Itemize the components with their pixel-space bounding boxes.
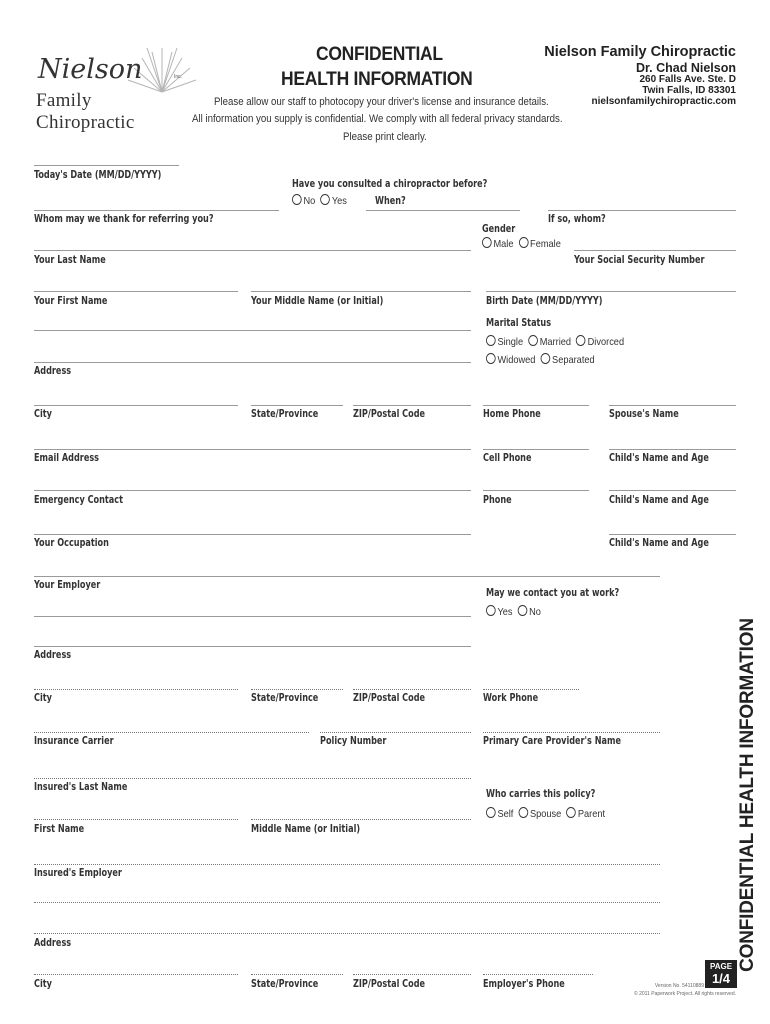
contact-work-no-label: No [529, 606, 541, 618]
clinic-name: Nielson Family Chiropractic [544, 44, 736, 60]
first-name-line[interactable] [34, 291, 238, 292]
city-label: City [34, 408, 52, 420]
work-phone-label: Work Phone [483, 692, 539, 704]
separated-label: Separated [552, 354, 595, 366]
phone-line[interactable] [483, 490, 589, 491]
marital-row-1 [486, 335, 624, 348]
page-indicator [705, 960, 737, 988]
clinic-website: nielsonfamilychiropractic.com [591, 96, 736, 107]
ins-state-label: State/Province [251, 978, 319, 990]
employer-phone-label: Employer's Phone [483, 978, 565, 990]
work-address-label: Address [34, 649, 72, 661]
last-name-line[interactable] [34, 250, 471, 251]
home-phone-label: Home Phone [483, 408, 541, 420]
city-line[interactable] [34, 405, 238, 406]
contact-work-no-radio[interactable] [518, 605, 528, 616]
policy-number-label: Policy Number [320, 735, 387, 747]
who-carries-label: Who carries this policy? [486, 788, 596, 800]
intro-line-2: All information you supply is confidential. We comply with all federal privacy standards. [192, 113, 563, 125]
parent-label: Parent [577, 808, 606, 820]
self-label: Self [497, 808, 514, 820]
zip-label: ZIP/Postal Code [353, 408, 426, 420]
consulted-no-radio[interactable] [292, 194, 302, 205]
insurance-carrier-line[interactable] [34, 732, 309, 733]
referring-label: Whom may we thank for referring you? [34, 213, 214, 225]
version-text: Version No. 54110889 [654, 983, 704, 989]
ins-address-label: Address [34, 937, 72, 949]
gender-label: Gender [482, 223, 516, 235]
contact-work-yes-radio[interactable] [486, 605, 496, 616]
work-zip-label: ZIP/Postal Code [353, 692, 426, 704]
insured-last-name-label: Insured's Last Name [34, 781, 128, 793]
cell-phone-label: Cell Phone [483, 452, 532, 464]
marital-status-label: Marital Status [486, 317, 552, 329]
occupation-label: Your Occupation [34, 537, 109, 549]
parent-radio[interactable] [566, 807, 576, 818]
spouse-label: Spouse [529, 808, 562, 820]
occupation-line[interactable] [34, 534, 471, 535]
contact-work-yes-label: Yes [497, 606, 513, 618]
intro-line-3: Please print clearly. [343, 131, 427, 143]
page-number: 1/4 [711, 971, 731, 986]
cell-line[interactable] [483, 449, 589, 450]
middle-name-line[interactable] [251, 291, 471, 292]
separated-radio[interactable] [541, 353, 551, 364]
employer-label: Your Employer [34, 579, 101, 591]
ins-first-name-label: First Name [34, 823, 85, 835]
insured-employer-line[interactable] [34, 902, 660, 903]
ins-zip-label: ZIP/Postal Code [353, 978, 426, 990]
emergency-contact-label: Emergency Contact [34, 494, 123, 506]
employer-line[interactable] [34, 616, 471, 617]
ins-zip-line[interactable] [353, 974, 471, 975]
primary-care-label: Primary Care Provider's Name [483, 735, 621, 747]
todays-date-label: Today's Date (MM/DD/YYYY) [34, 169, 162, 181]
male-radio[interactable] [482, 237, 492, 248]
ssn-label: Your Social Security Number [574, 254, 705, 266]
work-phone-line[interactable] [483, 689, 579, 690]
ssn-line[interactable] [574, 250, 736, 251]
if-so-line[interactable] [548, 210, 736, 211]
if-so-whom-label: If so, whom? [548, 213, 606, 225]
work-state-label: State/Province [251, 692, 319, 704]
side-vertical-title: CONFIDENTIAL HEALTH INFORMATION [737, 618, 758, 972]
spouse-name-label: Spouse's Name [609, 408, 679, 420]
spouse-radio[interactable] [519, 807, 529, 818]
work-address-line[interactable] [34, 646, 471, 647]
insured-last-name-line[interactable] [34, 778, 471, 779]
gender-radio-group [482, 237, 561, 250]
phone-label: Phone [483, 494, 512, 506]
consulted-radio-group [292, 194, 347, 207]
primary-care-line[interactable] [483, 732, 660, 733]
address-label: Address [34, 365, 72, 377]
consulted-question: Have you consulted a chiropractor before? [292, 178, 488, 190]
child1-line[interactable] [609, 449, 736, 450]
insurance-carrier-label: Insurance Carrier [34, 735, 114, 747]
insured-employer-label: Insured's Employer [34, 867, 122, 879]
birth-date-label: Birth Date (MM/DD/YYYY) [486, 295, 603, 307]
extra-name-line[interactable] [34, 330, 471, 331]
single-radio[interactable] [486, 335, 496, 346]
child-name-age-label-1: Child's Name and Age [609, 452, 709, 464]
logo-inc: Inc. [174, 74, 183, 80]
ins-address-line[interactable] [34, 933, 660, 934]
divorced-label: Divorced [587, 336, 625, 348]
insured-employer-top-line[interactable] [34, 864, 660, 865]
ins-first-name-line[interactable] [34, 819, 238, 820]
widowed-label: Widowed [497, 354, 536, 366]
child-name-age-label-2: Child's Name and Age [609, 494, 709, 506]
title-health-information: HEALTH INFORMATION [281, 69, 473, 90]
contact-work-label: May we contact you at work? [486, 587, 620, 599]
home-phone-line[interactable] [483, 405, 589, 406]
clinic-address-1: 260 Falls Ave. Ste. D [639, 74, 736, 85]
who-carries-radio-group [486, 807, 605, 820]
address-line[interactable] [34, 362, 471, 363]
ins-city-label: City [34, 978, 52, 990]
intro-line-1: Please allow our staff to photocopy your driver's license and insurance details. [214, 96, 549, 108]
child2-line[interactable] [609, 490, 736, 491]
copyright-text: © 2011 Paperwork Project. All rights reserved. [634, 991, 736, 997]
self-radio[interactable] [486, 807, 496, 818]
birth-date-line[interactable] [486, 291, 736, 292]
male-label: Male [493, 238, 514, 250]
ins-middle-name-label: Middle Name (or Initial) [251, 823, 361, 835]
title-confidential: CONFIDENTIAL [316, 44, 443, 65]
ins-middle-name-line[interactable] [251, 819, 471, 820]
logo-family-chiropractic: Family Chiropractic [36, 90, 135, 133]
email-line[interactable] [34, 449, 471, 450]
zip-line[interactable] [353, 405, 471, 406]
marital-row-2 [486, 353, 595, 366]
when-label: When? [375, 195, 406, 207]
spouse-line[interactable] [609, 405, 736, 406]
married-label: Married [539, 336, 572, 348]
work-zip-line[interactable] [353, 689, 471, 690]
policy-number-line[interactable] [320, 732, 471, 733]
ins-city-line[interactable] [34, 974, 238, 975]
emergency-line[interactable] [34, 490, 471, 491]
consulted-no-label: No [303, 195, 316, 207]
middle-name-label: Your Middle Name (or Initial) [251, 295, 384, 307]
employer-top-line[interactable] [34, 576, 660, 577]
referring-line[interactable] [34, 210, 279, 211]
todays-date-line[interactable] [34, 165, 179, 166]
logo [34, 44, 194, 133]
single-label: Single [497, 336, 524, 348]
work-city-label: City [34, 692, 52, 704]
female-radio[interactable] [519, 237, 529, 248]
consulted-yes-radio[interactable] [320, 194, 330, 205]
work-state-line[interactable] [251, 689, 343, 690]
email-label: Email Address [34, 452, 100, 464]
female-label: Female [530, 238, 561, 250]
married-radio[interactable] [528, 335, 538, 346]
child3-line[interactable] [609, 534, 736, 535]
clinic-doctor: Dr. Chad Nielson [635, 61, 736, 75]
clinic-address-2: Twin Falls, ID 83301 [642, 85, 736, 96]
divorced-radio[interactable] [576, 335, 586, 346]
logo-nielson: Nielson [38, 54, 143, 85]
child-name-age-label-3: Child's Name and Age [609, 537, 709, 549]
state-label: State/Province [251, 408, 319, 420]
consulted-yes-label: Yes [331, 195, 347, 207]
last-name-label: Your Last Name [34, 254, 106, 266]
widowed-radio[interactable] [486, 353, 496, 364]
page-label: PAGE [709, 962, 733, 971]
first-name-label: Your First Name [34, 295, 108, 307]
work-city-line[interactable] [34, 689, 238, 690]
employer-phone-line[interactable] [483, 974, 593, 975]
state-line[interactable] [251, 405, 343, 406]
ins-state-line[interactable] [251, 974, 343, 975]
contact-work-radio-group [486, 605, 541, 618]
when-line[interactable] [366, 210, 520, 211]
